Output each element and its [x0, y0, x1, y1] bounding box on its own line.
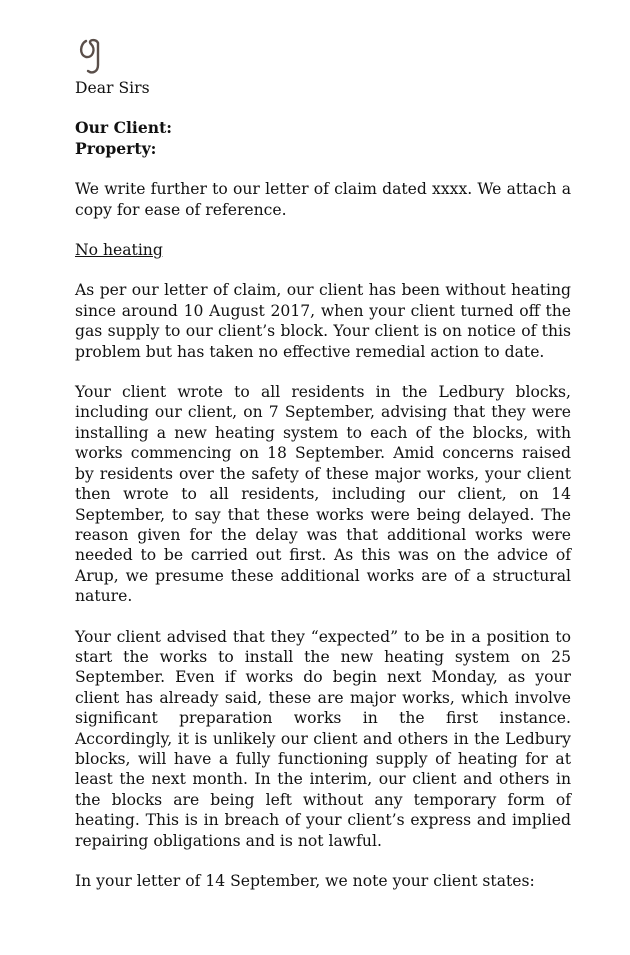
salutation: Dear Sirs [75, 79, 150, 97]
property-label: Property: [75, 138, 157, 158]
intro-paragraph: We write further to our letter of claim dated xxxx. We attach a copy for ease of reference. [75, 180, 571, 219]
section-heading: No heating [75, 241, 163, 260]
our-client-label: Our Client: [75, 118, 173, 138]
stylised-g-monogram-icon [76, 34, 106, 76]
reference-block [75, 118, 571, 159]
letter-page [75, 34, 571, 891]
body-paragraph-4: In your letter of 14 September, we note your client states: [75, 872, 535, 890]
body-paragraph-2: Your client wrote to all residents in the Ledbury blocks, including our client, on 7 September, advising that they were installing a new heating system to each of the blocks, with works commencing on 18 September. Amid concerns raised by residents over the safety of these major works, your client then wrote to all residents, including our client, on 14 September, to say that these works were being delayed. The reason given for the delay was that additional works were needed to be carried out first. As this was on the advice of Arup, we presume these additional works are of a structural nature. [75, 383, 571, 606]
body-paragraph-3: Your client advised that they “expected” to be in a position to start the works to install the new heating system on 25 September. Even if works do begin next Monday, as your client has already said, these are major works, which involve significant preparation works in the first instance. Accordingly, it is unlikely our client and others in the Ledbury blocks, will have a fully functioning supply of heating for at least the next month. In the interim, our client and others in the blocks are being left without any temporary form of heating. This is in breach of your client’s express and implied repairing obligations and is not lawful. [75, 627, 571, 850]
body-paragraph-1: As per our letter of claim, our client has been without heating since around 10 August 2017, when your client turned off the gas supply to our client’s block. Your client is on notice of this problem but has taken no effective remedial action to date. [75, 281, 571, 361]
